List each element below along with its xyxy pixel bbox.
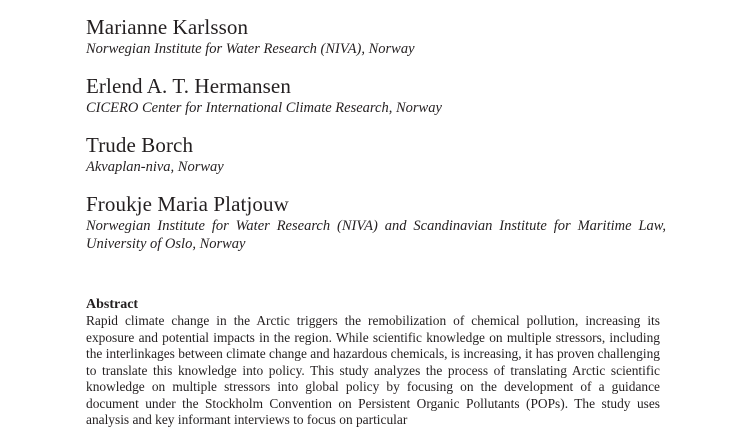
- author-block: [86, 75, 666, 117]
- author-affiliation: Norwegian Institute for Water Research (NIVA), Norway: [86, 41, 415, 57]
- author-block: [86, 16, 666, 58]
- author-block: [86, 134, 666, 176]
- author-affiliation: Akvaplan-niva, Norway: [86, 159, 224, 175]
- author-affiliation: Norwegian Institute for Water Research (NIVA) and Scandinavian Institute for Maritime Law, University of Oslo, Norway: [86, 218, 666, 252]
- abstract-section: [86, 296, 660, 429]
- abstract-heading: Abstract: [86, 297, 139, 312]
- author-name: Marianne Karlsson: [86, 15, 249, 39]
- author-affiliation: CICERO Center for International Climate Research, Norway: [86, 100, 442, 116]
- author-name: Erlend A. T. Hermansen: [86, 74, 291, 98]
- abstract-body: Rapid climate change in the Arctic triggers the remobilization of chemical pollution, increasing its exposure and potential impacts in the region. While scientific knowledge on multiple stressors, including the interlinkages between climate change and hazardous chemicals, is increasing, it has proven challenging to translate this knowledge into policy. This study analyzes the process of translating Arctic scientific knowledge on multiple stressors into global policy by focusing on the development of a guidance document under the Stockholm Convention on Persistent Organic Pollutants (POPs). The study uses analysis and key informant interviews to focus on particular: [86, 313, 660, 427]
- author-name: Froukje Maria Platjouw: [86, 192, 289, 216]
- author-block: [86, 193, 666, 253]
- author-name: Trude Borch: [86, 133, 194, 157]
